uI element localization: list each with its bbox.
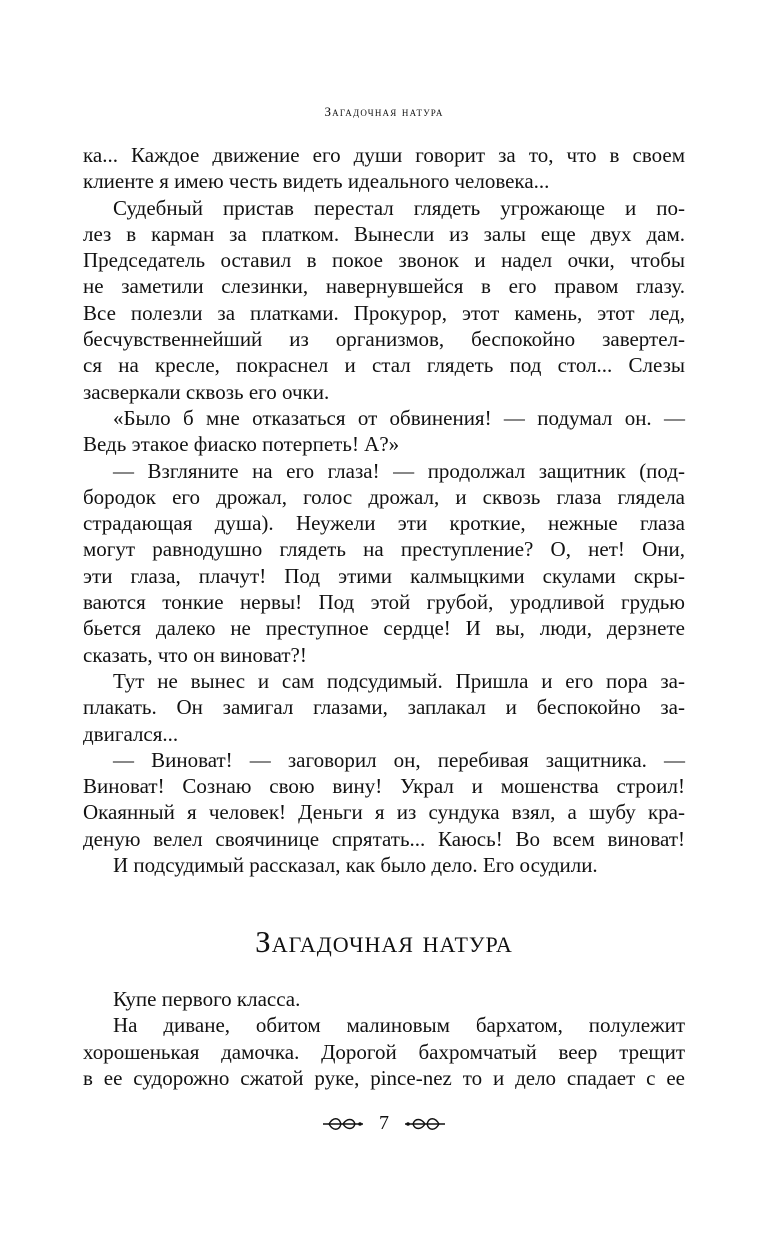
text-line: Виноват! Сознаю свою вину! Украл и мошенства строил! bbox=[83, 774, 685, 799]
text-line: Ведь этакое фиаско потерпеть! А?» bbox=[83, 432, 400, 457]
text-line: страдающая душа). Неужели эти кроткие, нежные глаза bbox=[83, 511, 685, 536]
text-line: не заметили слезинки, навернувшейся в его правом глазу. bbox=[83, 274, 685, 299]
text-line: — Виноват! — заговорил он, перебивая защитника. — bbox=[113, 747, 685, 772]
text-line: двигался... bbox=[83, 721, 179, 746]
text-line: клиенте я имею честь видеть идеального человека... bbox=[83, 169, 550, 194]
text-line: лез в карман за платком. Вынесли из залы еще двух дам. bbox=[83, 221, 685, 246]
running-head: Загадочная натура bbox=[324, 104, 444, 119]
text-line: эти глаза, плачут! Под этими калмыцкими скулами скры- bbox=[83, 563, 685, 588]
text-line: Окаянный я человек! Деньги я из сундука взял, а шубу кра- bbox=[83, 800, 685, 825]
text-line: На диване, обитом малиновым бархатом, полулежит bbox=[113, 1013, 685, 1038]
text-line: сказать, что он виноват?! bbox=[83, 642, 307, 667]
right-flourish-icon bbox=[403, 1116, 447, 1132]
text-line: ка... Каждое движение его души говорит за то, что в своем bbox=[83, 143, 685, 167]
text-line: «Было б мне отказаться от обвинения! — подумал он. — bbox=[113, 405, 685, 430]
body-text-bottom bbox=[83, 986, 685, 1091]
text-line: засверкали сквозь его очки. bbox=[83, 379, 330, 404]
text-line: в ее судорожно сжатой руке, pince-nez то и дело спадает с ее bbox=[83, 1065, 685, 1090]
text-line: Все полезли за платками. Прокурор, этот камень, этот лед, bbox=[83, 300, 685, 325]
text-line: Судебный пристав перестал глядеть угрожающе и по- bbox=[113, 195, 685, 220]
text-line: бородок его дрожал, голос дрожал, и сквозь глаза глядела bbox=[83, 484, 685, 509]
text-line: — Взгляните на его глаза! — продолжал защитник (под- bbox=[113, 458, 685, 483]
text-line: бьется далеко не преступное сердце! И вы, люди, дерзнете bbox=[83, 616, 685, 641]
text-line: бесчувственнейший из организмов, беспокойно завертел- bbox=[83, 327, 685, 352]
text-line: ся на кресле, покраснел и стал глядеть под стол... Слезы bbox=[83, 353, 685, 378]
text-line: могут равнодушно глядеть на преступление? О, нет! Они, bbox=[83, 537, 685, 562]
text-line: деную велел своячинице спрятать... Каюсь! Во всем виноват! bbox=[83, 826, 685, 851]
text-line: И подсудимый рассказал, как было дело. Его осудили. bbox=[113, 853, 598, 878]
text-line: ваются тонкие нервы! Под этой грубой, уродливой грудью bbox=[83, 590, 685, 615]
text-line: плакать. Он замигал глазами, заплакал и беспокойно за- bbox=[83, 695, 685, 720]
text-line: хорошенькая дамочка. Дорогой бахромчатый веер трещит bbox=[83, 1039, 685, 1064]
text-line: Председатель оставил в покое звонок и надел очки, чтобы bbox=[83, 248, 685, 273]
left-flourish-icon bbox=[321, 1116, 365, 1132]
body-text-top bbox=[83, 142, 685, 878]
chapter-title: Загадочная натура bbox=[255, 924, 513, 959]
page-number: 7 bbox=[379, 1112, 389, 1134]
text-line: Купе первого класса. bbox=[113, 987, 301, 1011]
page-footer bbox=[0, 1112, 768, 1135]
text-line: Тут не вынес и сам подсудимый. Пришла и его пора за- bbox=[113, 668, 685, 693]
